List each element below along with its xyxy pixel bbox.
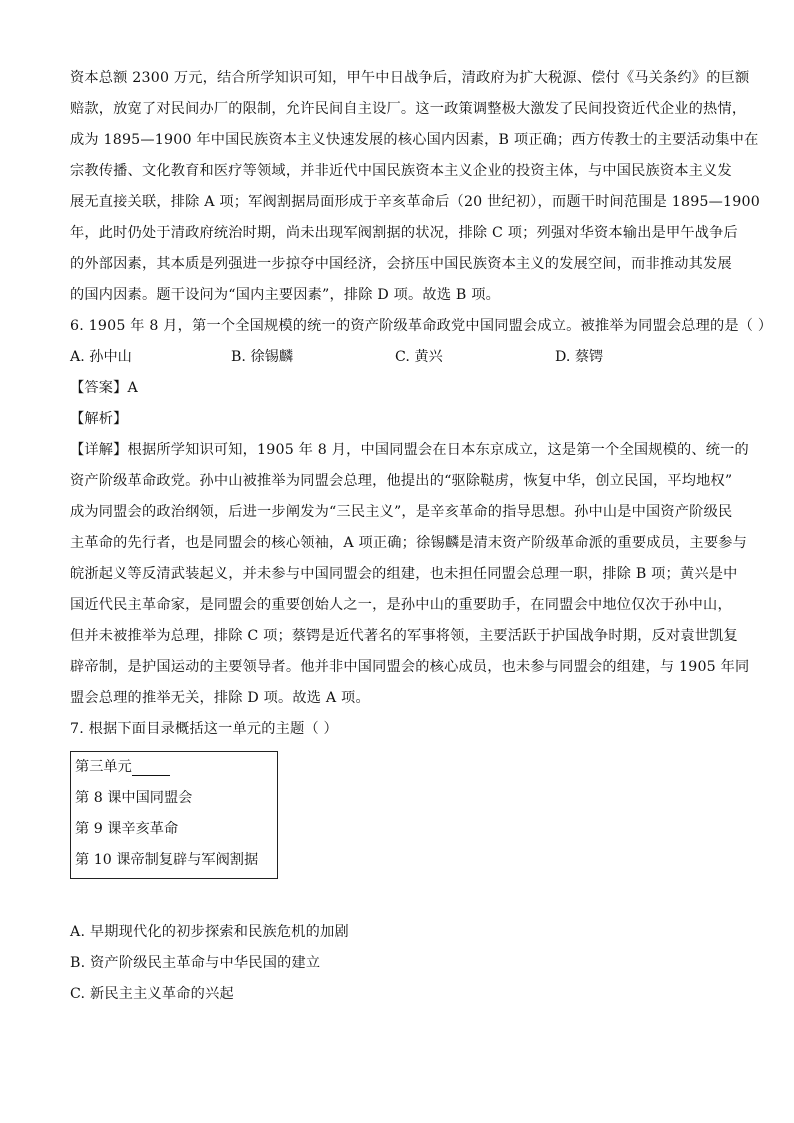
option-a: A. 早期现代化的初步探索和民族危机的加剧 [70,924,349,940]
toc-lesson: 第 8 课中国同盟会 [75,790,193,806]
option-b: B. 资产阶级民主革命与中华民国的建立 [70,955,321,971]
toc-unit [75,752,277,783]
previous-explanation [70,63,760,311]
text-line: 资本总额 2300 万元，结合所学知识可知，甲午中日战争后，清政府为扩大税源、偿付《马关条约》的巨额 [70,70,750,86]
question-7 [70,714,732,1010]
text-line: 年，此时仍处于清政府统治时期，尚未出现军阀割据的状况，排除 C 项；列强对华资本输出是甲午战争后 [70,225,738,241]
text-line: 成为同盟会的政治纲领，后进一步阐发为“三民主义”，是辛亥革命的指导思想。孙中山是中国资产阶级民 [70,504,733,520]
option-row [70,342,732,373]
text-line: 但并未被推举为总理，排除 C 项；蔡锷是近代著名的军事将领，主要活跃于护国战争时期，反对袁世凯复 [70,628,738,644]
question-6 [70,311,773,714]
spacer [70,879,732,917]
question-stem: 7. 根据下面目录概括这一单元的主题（ ） [70,721,338,737]
text-line: 国近代民主革命家，是同盟会的重要创始人之一，是孙中山的重要助手，在同盟会中地位仅次于孙中山， [70,597,732,613]
text-line: 【详解】根据所学知识可知，1905 年 8 月，中国同盟会在日本东京成立，这是第一个全国规模的、统一的 [70,442,749,458]
toc-lesson: 第 10 课帝制复辟与军阀割据 [75,852,259,868]
option-c: C. 新民主主义革命的兴起 [70,986,234,1002]
text-line: 的外部因素，其本质是列强进一步掠夺中国经济，会挤压中国民族资本主义的发展空间，而非推动其发展 [70,256,732,272]
text-line: 的国内因素。题干设问为“国内主要因素”，排除 D 项。故选 B 项。 [70,287,501,303]
option-b: B. 徐锡麟 [231,349,294,365]
question-stem: 6. 1905 年 8 月，第一个全国规模的统一的资产阶级革命政党中国同盟会成立。被推举为同盟会总理的是（ ） [70,318,773,334]
document-page [70,63,773,1010]
option-c: C. 黄兴 [395,349,443,365]
text-line: 展无直接关联，排除 A 项；军阀割据局面形成于辛亥革命后（20 世纪初），而题干时间范围是 1895—1900 [70,194,760,210]
text-line: 主革命的先行者，也是同盟会的核心领袖，A 项正确；徐锡麟是清末资产阶级革命派的重要成员，主要参与 [70,535,747,551]
text-line: 宗教传播、文化教育和医疗等领域，并非近代中国民族资本主义企业的投资主体，与中国民族资本主义发 [70,163,732,179]
answer-label: 【答案】A [70,380,138,396]
text-line: 盟会总理的推举无关，排除 D 项。故选 A 项。 [70,690,370,706]
toc-unit-label: 第三单元 [75,759,132,775]
text-line: 赔款，放宽了对民间办厂的限制，允许民间自主设厂。这一政策调整极大激发了民间投资近代企业的热情， [70,101,747,117]
toc-lesson: 第 9 课辛亥革命 [75,821,179,837]
text-line: 辟帝制，是护国运动的主要领导者。他并非中国同盟会的核心成员，也未参与同盟会的组建，与 1905 年同 [70,659,750,675]
fill-blank [132,759,170,776]
text-line: 皖浙起义等反清武装起义，并未参与中国同盟会的组建，也未担任同盟会总理一职，排除 B 项；黄兴是中 [70,566,738,582]
option-d: D. 蔡锷 [555,349,604,365]
analysis-label: 【解析】 [70,411,128,427]
text-line: 成为 1895—1900 年中国民族资本主义快速发展的核心国内因素，B 项正确；西方传教士的主要活动集中在 [70,132,759,148]
text-line: 资产阶级革命政党。孙中山被推举为同盟会总理，他提出的“驱除鞑虏，恢复中华，创立民国，平均地权” [70,473,733,489]
table-of-contents-box [70,751,278,879]
option-a: A. 孙中山 [70,349,132,365]
